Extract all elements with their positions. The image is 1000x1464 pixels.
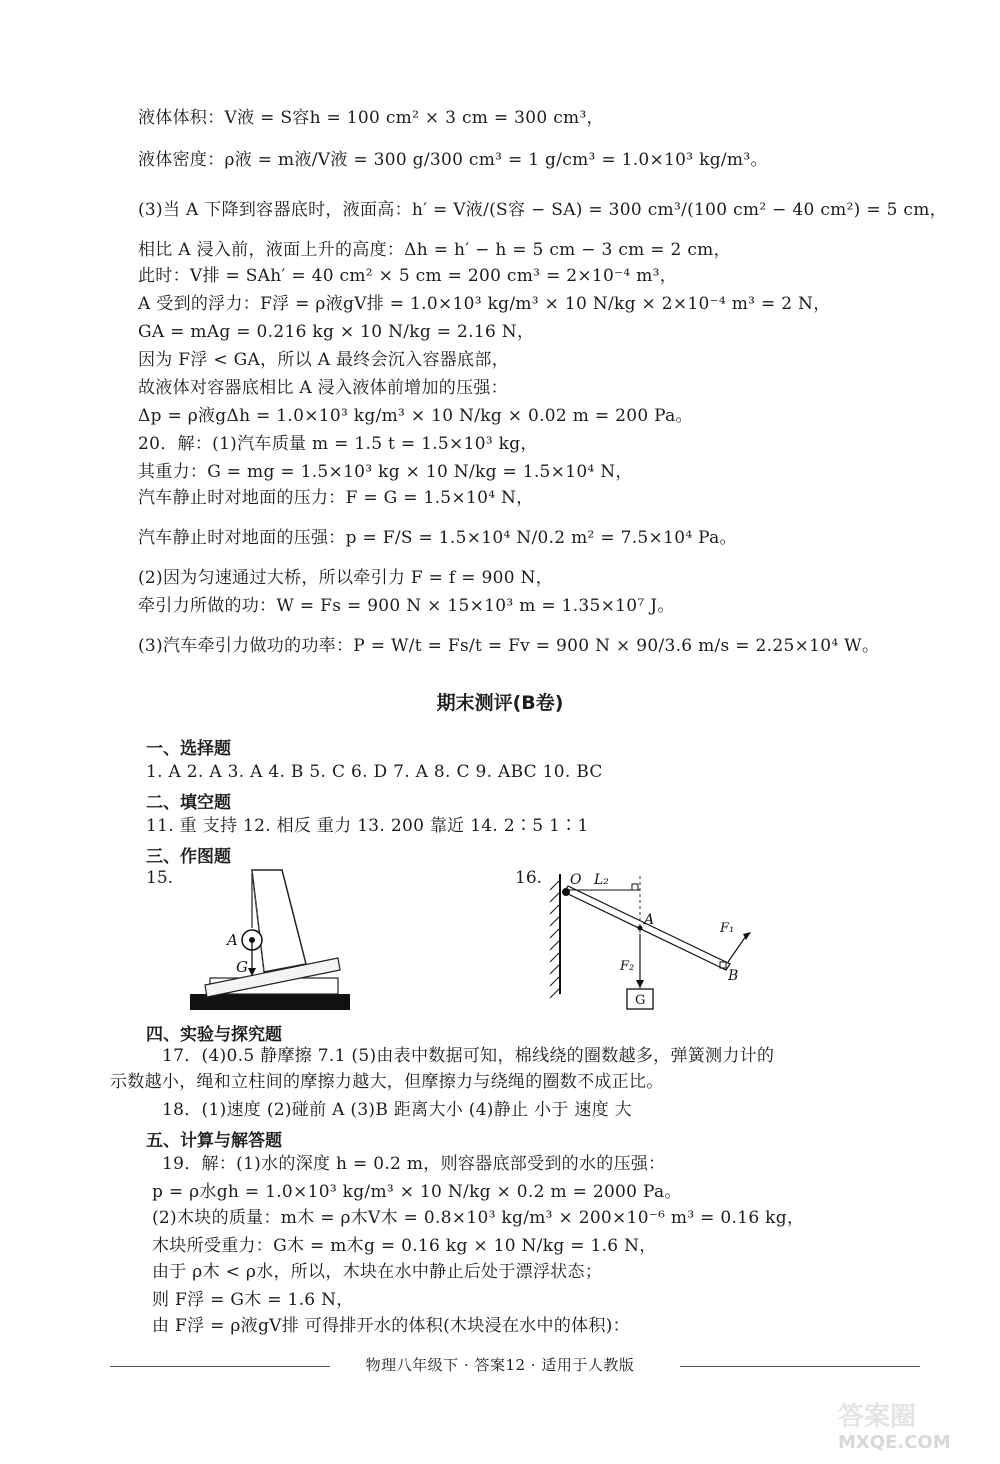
figure-16-label-f1: F₁ bbox=[720, 921, 735, 936]
text-line: p = ρ水gh = 1.0×10³ kg/m³ × 10 N/kg × 0.2 m = 2000 Pa。 bbox=[152, 1182, 682, 1202]
text-line: 则 F浮 = G木 = 1.6 N， bbox=[152, 1290, 354, 1310]
section-heading-choice: 一、选择题 bbox=[146, 739, 231, 759]
text-line: 20．解：(1)汽车质量 m = 1.5 t = 1.5×10³ kg， bbox=[138, 434, 538, 454]
figure-16-label-f2: F₂ bbox=[620, 959, 635, 974]
page-footer: 物理八年级下 · 答案12 · 适用于人教版 bbox=[365, 1356, 635, 1374]
fill-answers: 11. 重 支持 12. 相反 重力 13. 200 靠近 14. 2∶5 1∶1 bbox=[146, 816, 589, 836]
text-line: (3)当 A 下降到容器底时，液面高：h′ = V液/(S容 − SA) = 300 cm³/(100 cm² − 40 cm²) = 5 cm， bbox=[138, 200, 947, 220]
text-line: 19．解：(1)水的深度 h = 0.2 m，则容器底部受到的水的压强： bbox=[162, 1154, 666, 1174]
section-heading-drawing: 三、作图题 bbox=[146, 847, 231, 867]
text-line: 由 F浮 = ρ液gV排 可得排开水的体积(木块浸在水中的体积)： bbox=[152, 1316, 630, 1336]
text-line: GA = mAg = 0.216 kg × 10 N/kg = 2.16 N， bbox=[138, 322, 535, 342]
text-line: 液体体积：V液 = S容h = 100 cm² × 3 cm = 300 cm³， bbox=[138, 108, 604, 128]
text-line: (2)木块的质量：m木 = ρ木V木 = 0.8×10³ kg/m³ × 200×10⁻⁶ m³ = 0.16 kg， bbox=[152, 1208, 805, 1228]
figure-16-number: 16. bbox=[515, 868, 543, 888]
figure-16-label-l2: L₂ bbox=[594, 872, 609, 888]
section-heading-experiment: 四、实验与探究题 bbox=[146, 1025, 282, 1045]
watermark-top: 答案圈 bbox=[838, 1402, 917, 1432]
watermark-bottom: MXQE.COM bbox=[838, 1432, 951, 1453]
figure-16-label-o: O bbox=[570, 872, 582, 888]
text-line: 相比 A 浸入前，液面上升的高度：Δh = h′ − h = 5 cm − 3 cm = 2 cm， bbox=[138, 240, 731, 260]
text-line: 故液体对容器底相比 A 浸入液体前增加的压强： bbox=[138, 378, 508, 398]
text-line: 因为 F浮 < GA，所以 A 最终会沉入容器底部， bbox=[138, 350, 509, 370]
text-line: 17．(4)0.5 静摩擦 7.1 (5)由表中数据可知，棉线绕的圈数越多，弹簧测力计的 bbox=[162, 1046, 775, 1066]
choice-answers: 1. A 2. A 3. A 4. B 5. C 6. D 7. A 8. C 9. ABC 10. BC bbox=[146, 762, 603, 782]
figure-15-label-g: G bbox=[236, 958, 248, 976]
figure-16-label-g: G bbox=[635, 993, 646, 1008]
text-line: 牵引力所做的功：W = Fs = 900 N × 15×10³ m = 1.35×10⁷ J。 bbox=[138, 596, 675, 616]
section-title: 期末测评(B卷) bbox=[436, 692, 564, 714]
text-line: 此时：V排 = SAh′ = 40 cm² × 5 cm = 200 cm³ = 2×10⁻⁴ m³， bbox=[138, 266, 678, 286]
text-line: 示数越小，绳和立柱间的摩擦力越大，但摩擦力与绕绳的圈数不成正比。 bbox=[110, 1072, 664, 1092]
text-line: Δp = ρ液gΔh = 1.0×10³ kg/m³ × 10 N/kg × 0.02 m = 200 Pa。 bbox=[138, 406, 693, 426]
text-line: 由于 ρ木 < ρ水，所以，木块在水中静止后处于漂浮状态； bbox=[152, 1262, 603, 1282]
figure-15-diagram bbox=[180, 860, 360, 1015]
figure-15-label-a: A bbox=[227, 931, 238, 949]
figure-16-label-b: B bbox=[728, 968, 739, 984]
text-line: 18．(1)速度 (2)碰前 A (3)B 距离大小 (4)静止 小于 速度 大 bbox=[162, 1100, 632, 1120]
figure-16-diagram bbox=[540, 862, 780, 1022]
text-line: 液体密度：ρ液 = m液/V液 = 300 g/300 cm³ = 1 g/cm³ = 1.0×10³ kg/m³。 bbox=[138, 150, 768, 170]
figure-15-number: 15. bbox=[146, 868, 174, 888]
figure-16-label-a: A bbox=[644, 912, 655, 928]
text-line: 木块所受重力：G木 = m木g = 0.16 kg × 10 N/kg = 1.6 N， bbox=[152, 1236, 657, 1256]
text-line: (2)因为匀速通过大桥，所以牵引力 F = f = 900 N， bbox=[138, 568, 554, 588]
section-heading-calculation: 五、计算与解答题 bbox=[146, 1131, 282, 1151]
watermark-logo bbox=[838, 1402, 988, 1460]
text-line: A 受到的浮力：F浮 = ρ液gV排 = 1.0×10³ kg/m³ × 10 N/kg × 2×10⁻⁴ m³ = 2 N， bbox=[138, 294, 831, 314]
section-heading-fill: 二、填空题 bbox=[146, 793, 231, 813]
text-line: 汽车静止时对地面的压强：p = F/S = 1.5×10⁴ N/0.2 m² = 7.5×10⁴ Pa。 bbox=[138, 528, 737, 548]
text-line: (3)汽车牵引力做功的功率：P = W/t = Fs/t = Fv = 900 N × 90/3.6 m/s = 2.25×10⁴ W。 bbox=[138, 636, 880, 656]
text-line: 其重力：G = mg = 1.5×10³ kg × 10 N/kg = 1.5×10⁴ N， bbox=[138, 462, 633, 482]
footer-rule-right bbox=[680, 1366, 920, 1367]
text-line: 汽车静止时对地面的压力：F = G = 1.5×10⁴ N， bbox=[138, 488, 534, 508]
